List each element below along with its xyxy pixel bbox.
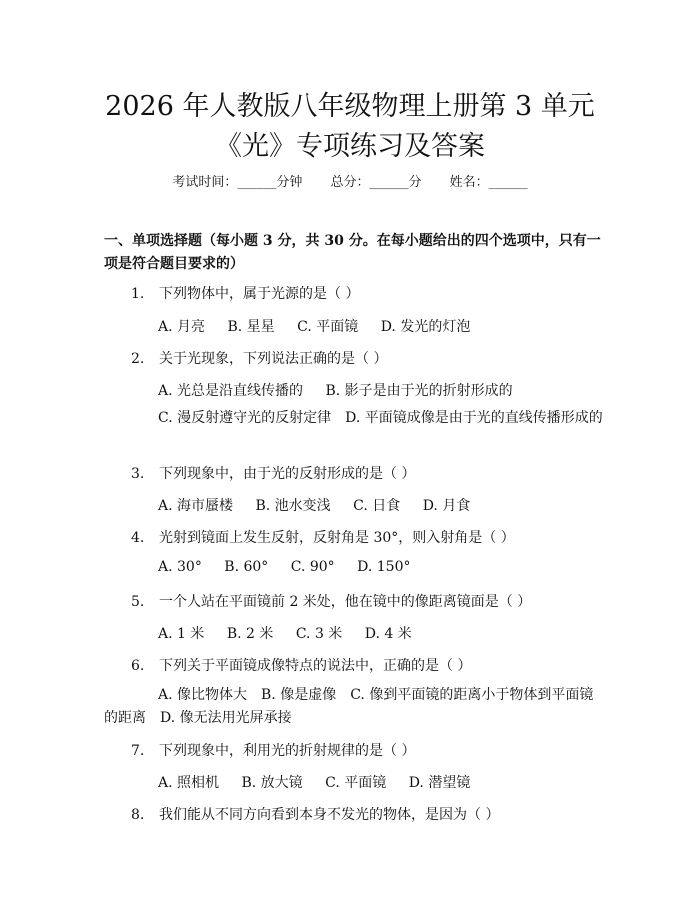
exam-student-name: 姓名：______ xyxy=(449,175,528,190)
option: C. 90° xyxy=(290,559,335,575)
exam-meta xyxy=(0,171,700,190)
option: D. 潜望镜 xyxy=(408,775,471,791)
question-5 xyxy=(131,591,531,611)
question-3-options xyxy=(158,495,488,515)
question-number: 2. xyxy=(131,351,145,367)
document-title-line2: 《光》专项练习及答案 xyxy=(215,131,485,162)
option: A. 1 米 xyxy=(158,626,205,642)
question-text: 下列现象中，由于光的反射形成的是（ ） xyxy=(159,466,416,482)
question-number: 4. xyxy=(131,530,145,546)
option: A. 月亮 xyxy=(158,319,206,335)
question-2 xyxy=(131,348,387,368)
question-text: 一个人站在平面镜前 2 米处，他在镜中的像距离镜面是（ ） xyxy=(159,594,532,610)
question-6-options xyxy=(104,684,604,730)
option: B. 像是虚像 xyxy=(261,687,337,703)
option: D. 4 米 xyxy=(364,626,412,642)
question-number: 8. xyxy=(131,807,145,823)
exam-total-score: 总分：______分 xyxy=(330,175,422,190)
question-3 xyxy=(131,463,415,483)
option: D. 平面镜成像是由于光的直线传播形成的 xyxy=(345,410,603,426)
question-text: 下列现象中，利用光的折射规律的是（ ） xyxy=(159,743,416,759)
question-text: 下列物体中，属于光源的是（ ） xyxy=(159,286,360,302)
question-number: 7. xyxy=(131,743,145,759)
option: B. 2 米 xyxy=(226,626,274,642)
question-text: 关于光现象，下列说法正确的是（ ） xyxy=(159,351,388,367)
question-text: 我们能从不同方向看到本身不发光的物体，是因为（ ） xyxy=(159,807,500,823)
section-heading: 一、单项选择题（每小题 3 分，共 30 分。在每小题给出的四个选项中，只有一项是符合题目要求的） xyxy=(104,233,601,272)
question-text: 光射到镜面上发生反射，反射角是 30°，则入射角是（ ） xyxy=(159,530,515,546)
question-1-options xyxy=(158,316,488,336)
question-7 xyxy=(131,740,415,760)
option: D. 像无法用光屏承接 xyxy=(160,710,292,726)
question-2-options-row2 xyxy=(104,407,604,430)
option: C. 平面镜 xyxy=(325,775,387,791)
option: C. 3 米 xyxy=(295,626,343,642)
option: C. 平面镜 xyxy=(297,319,359,335)
question-6 xyxy=(131,655,471,675)
option: D. 发光的灯泡 xyxy=(380,319,471,335)
option: C. 漫反射遵守光的反射定律 xyxy=(158,410,332,426)
question-2-options-row1 xyxy=(158,380,531,400)
document-title-line1: 2026 年人教版八年级物理上册第 3 单元 xyxy=(105,91,595,122)
option: B. 60° xyxy=(224,559,269,575)
option: C. 日食 xyxy=(353,498,401,514)
question-number: 6. xyxy=(131,658,145,674)
question-7-options xyxy=(158,772,488,792)
option: A. 照相机 xyxy=(158,775,220,791)
question-number: 5. xyxy=(131,594,145,610)
option: A. 像比物体大 xyxy=(158,687,248,703)
option: B. 影子是由于光的折射形成的 xyxy=(325,383,513,399)
option: A. 光总是沿直线传播的 xyxy=(158,383,304,399)
question-number: 3. xyxy=(131,466,145,482)
option: B. 星星 xyxy=(227,319,275,335)
option: D. 150° xyxy=(357,559,411,575)
option: D. 月食 xyxy=(422,498,471,514)
question-1 xyxy=(131,283,359,303)
question-4-options xyxy=(158,559,429,575)
question-number: 1. xyxy=(131,286,145,302)
question-4 xyxy=(131,527,515,547)
option: B. 池水变浅 xyxy=(255,498,331,514)
question-8 xyxy=(131,804,499,824)
question-5-options xyxy=(158,623,430,643)
option: B. 放大镜 xyxy=(241,775,303,791)
option: A. 海市蜃楼 xyxy=(158,498,234,514)
exam-time: 考试时间：______分钟 xyxy=(172,175,303,190)
option: A. 30° xyxy=(158,559,202,575)
option: C. 像到平面镜的距离小于物体到平面镜的距离 xyxy=(104,687,594,726)
question-text: 下列关于平面镜成像特点的说法中，正确的是（ ） xyxy=(159,658,472,674)
